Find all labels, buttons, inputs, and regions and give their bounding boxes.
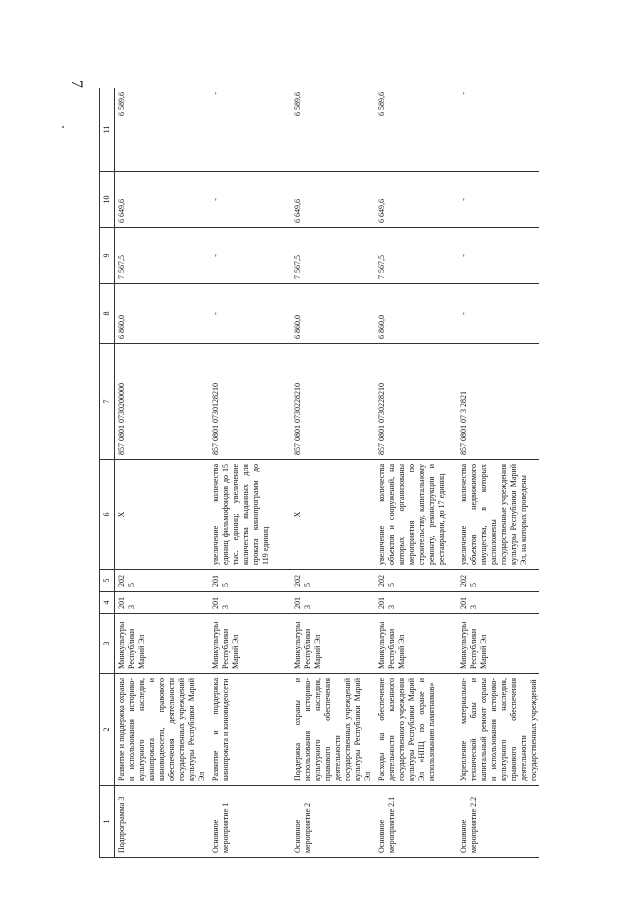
row-result: увеличение количества объектов и сооружений, на которых организованы мероприятия по строительству, капитальному ремонту, реконструкции и реставрации, до 17 единиц [375,460,457,570]
header-cell: 8 [100,284,115,344]
header-cell: 4 [100,592,115,614]
row-value-col10: 6 649,6 [115,172,210,228]
header-cell: 5 [100,570,115,592]
row-value-col9: - [209,228,291,284]
row-value-col11: - [209,88,291,172]
row-value-col10: - [209,172,291,228]
row-name: Основное мероприятие 2 [291,786,375,858]
table-row [291,88,375,858]
header-row [100,88,115,858]
row-end-year: 2025 [291,570,375,592]
row-result: Х [115,460,210,570]
row-executor: Минкультуры Республики Марий Эл [209,614,291,674]
row-end-year: 2025 [457,570,539,592]
row-value-col9: 7 567,5 [115,228,210,284]
rotated-table-canvas [99,88,539,858]
header-cell: 3 [100,614,115,674]
row-value-col8: 6 860,0 [291,284,375,344]
header-cell: 2 [100,674,115,786]
header-cell: 6 [100,460,115,570]
page-number: 7 [68,80,85,88]
row-value-col11: 6 589,6 [291,88,375,172]
rotated-table-wrapper [99,88,539,858]
table-row [457,88,539,858]
row-start-year: 2013 [457,592,539,614]
row-start-year: 2013 [291,592,375,614]
row-budget-code: 857 0801 0730228210 [375,344,457,460]
table-row [375,88,457,858]
header-cell: 9 [100,228,115,284]
row-name: Основное мероприятие 2.2 [457,786,539,858]
row-result: увеличение количества единиц фильмофондов до 15 тыс. единиц; увеличение количества выданных для проката кинопрограмм до 119 единиц [209,460,291,570]
row-end-year: 2015 [209,570,291,592]
row-end-year: 2025 [375,570,457,592]
row-value-col9: 7 567,5 [375,228,457,284]
row-executor: Минкультуры Республики Марий Эл [457,614,539,674]
row-start-year: 2013 [209,592,291,614]
row-budget-code: 857 0801 0730200000 [115,344,210,460]
row-value-col9: - [457,228,539,284]
row-name: Подпрограмма 3 [115,786,210,858]
row-executor: Минкультуры Республики Марий Эл [375,614,457,674]
row-value-col10: 6 649,6 [375,172,457,228]
row-budget-code: 857 0801 07 3 2821 [457,344,539,460]
header-cell: 11 [100,88,115,172]
row-description: Развитие и поддержка кинопроката и киновидеосети [209,674,291,786]
row-executor: Минкультуры Республики Марий Эл [115,614,210,674]
row-name: Основное мероприятие 1 [209,786,291,858]
header-cell: 1 [100,786,115,858]
row-description: Поддержка охраны и использования историко-культурного наследия, правового обеспечения деятельности государственных учреждений культуры Республики Марий Эл [291,674,375,786]
header-cell: 7 [100,344,115,460]
table-row [115,88,210,858]
scan-artifact-dot [62,126,64,128]
row-value-col11: 6 589,6 [115,88,210,172]
row-start-year: 2013 [115,592,210,614]
row-name: Основное мероприятие 2.1 [375,786,457,858]
row-value-col11: 6 589,6 [375,88,457,172]
row-value-col8: 6 860,0 [115,284,210,344]
row-budget-code: 857 0801 0730128210 [209,344,291,460]
row-description: Расходы на обеспечение деятельности казенного государственного учреждения культуры Республики Марий Эл «НПЦ по охране и использованию памятников» [375,674,457,786]
row-executor: Минкультуры Республики Марий Эл [291,614,375,674]
row-result: увеличение количества объектов недвижимого имущества, в которых расположены государственные учреждения культуры Республики Марий Эл, на которых проведены [457,460,539,570]
row-budget-code: 857 0801 0730228210 [291,344,375,460]
row-value-col8: - [209,284,291,344]
row-result: Х [291,460,375,570]
header-cell: 10 [100,172,115,228]
row-value-col10: 6 649,6 [291,172,375,228]
row-end-year: 2025 [115,570,210,592]
row-description: Развитие и поддержка охраны и использования историко-культурного наследия, кинопроката и киновидеосети, правового обеспечения деятельности государственных учреждений культуры Республики Марий Эл [115,674,210,786]
row-value-col11: - [457,88,539,172]
row-start-year: 2013 [375,592,457,614]
table-row [209,88,291,858]
row-value-col8: 6 860,0 [375,284,457,344]
row-description: Укрепление материально-технической базы и капитальный ремонт охраны и использования историко-культурного наследия, правового обеспечения деятельности государственных учреждений [457,674,539,786]
row-value-col8: - [457,284,539,344]
row-value-col10: - [457,172,539,228]
program-table [99,88,539,858]
row-value-col9: 7 567,5 [291,228,375,284]
